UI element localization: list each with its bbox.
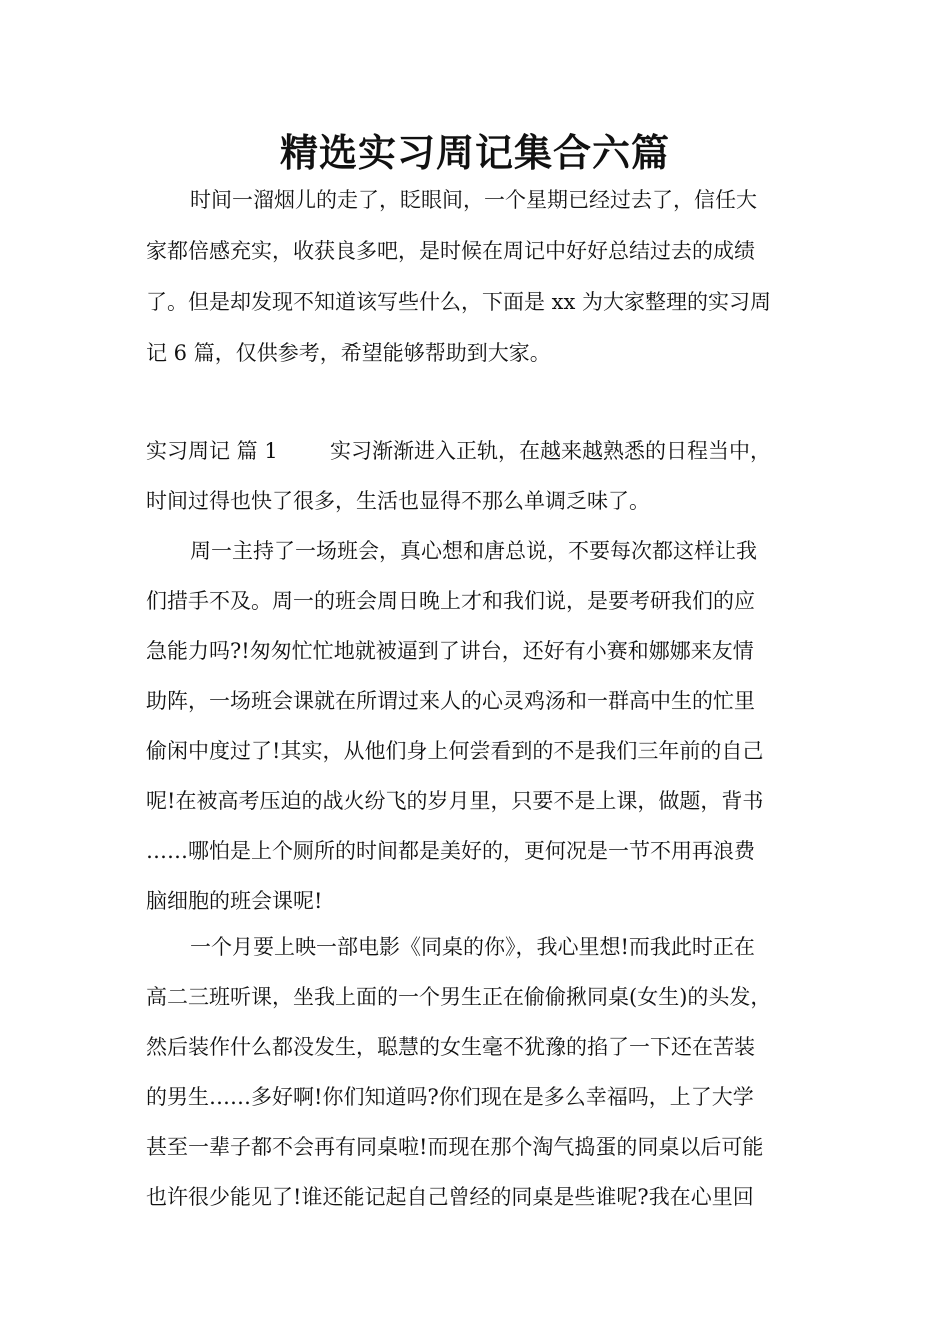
section-first-line: 实习渐渐进入正轨，在越来越熟悉的日程当中， [330,439,771,463]
paragraph-line: 们措手不及。周一的班会周日晚上才和我们说，是要考研我们的应 [146,589,755,613]
paragraph-line: 呢!在被高考压迫的战火纷飞的岁月里，只要不是上课，做题，背书 [146,789,764,813]
paragraph-line: 助阵，一场班会课就在所谓过来人的心灵鸡汤和一群高中生的忙里 [146,689,755,713]
intro-line: 记 6 篇，仅供参考，希望能够帮助到大家。 [146,341,551,365]
document-title: 精选实习周记集合六篇 [279,130,670,175]
paragraph-line: 一个月要上映一部电影《同桌的你》，我心里想!而我此时正在 [190,935,755,959]
section-label: 实习周记 篇 1 [146,439,278,463]
paragraph-line: 脑细胞的班会课呢! [146,889,323,913]
paragraph-line: 偷闲中度过了!其实，从他们身上何尝看到的不是我们三年前的自己 [146,739,764,763]
paragraph-line: ……哪怕是上个厕所的时间都是美好的，更何况是一节不用再浪费 [146,839,755,863]
intro-line: 家都倍感充实，收获良多吧，是时候在周记中好好总结过去的成绩 [146,239,755,263]
paragraph-line: 急能力吗?!匆匆忙忙地就被逼到了讲台，还好有小赛和娜娜来友情 [146,639,754,663]
section-second-line: 时间过得也快了很多，生活也显得不那么单调乏味了。 [146,489,650,513]
paragraph-line: 高二三班听课，坐我上面的一个男生正在偷偷揪同桌(女生)的头发， [146,985,772,1009]
intro-line: 时间一溜烟儿的走了，眨眼间，一个星期已经过去了，信任大 [190,188,757,212]
paragraph-line: 甚至一辈子都不会再有同桌啦!而现在那个淘气捣蛋的同桌以后可能 [146,1135,764,1159]
intro-line: 了。但是却发现不知道该写些什么，下面是 xx 为大家整理的实习周 [146,290,772,314]
paragraph-line: 的男生……多好啊!你们知道吗?你们现在是多么幸福吗，上了大学 [146,1085,754,1109]
paragraph-line: 也许很少能见了!谁还能记起自己曾经的同桌是些谁呢?我在心里回 [146,1185,754,1209]
paragraph-line: 周一主持了一场班会，真心想和唐总说，不要每次都这样让我 [190,539,757,563]
paragraph-line: 然后装作什么都没发生，聪慧的女生毫不犹豫的掐了一下还在苦装 [146,1035,755,1059]
